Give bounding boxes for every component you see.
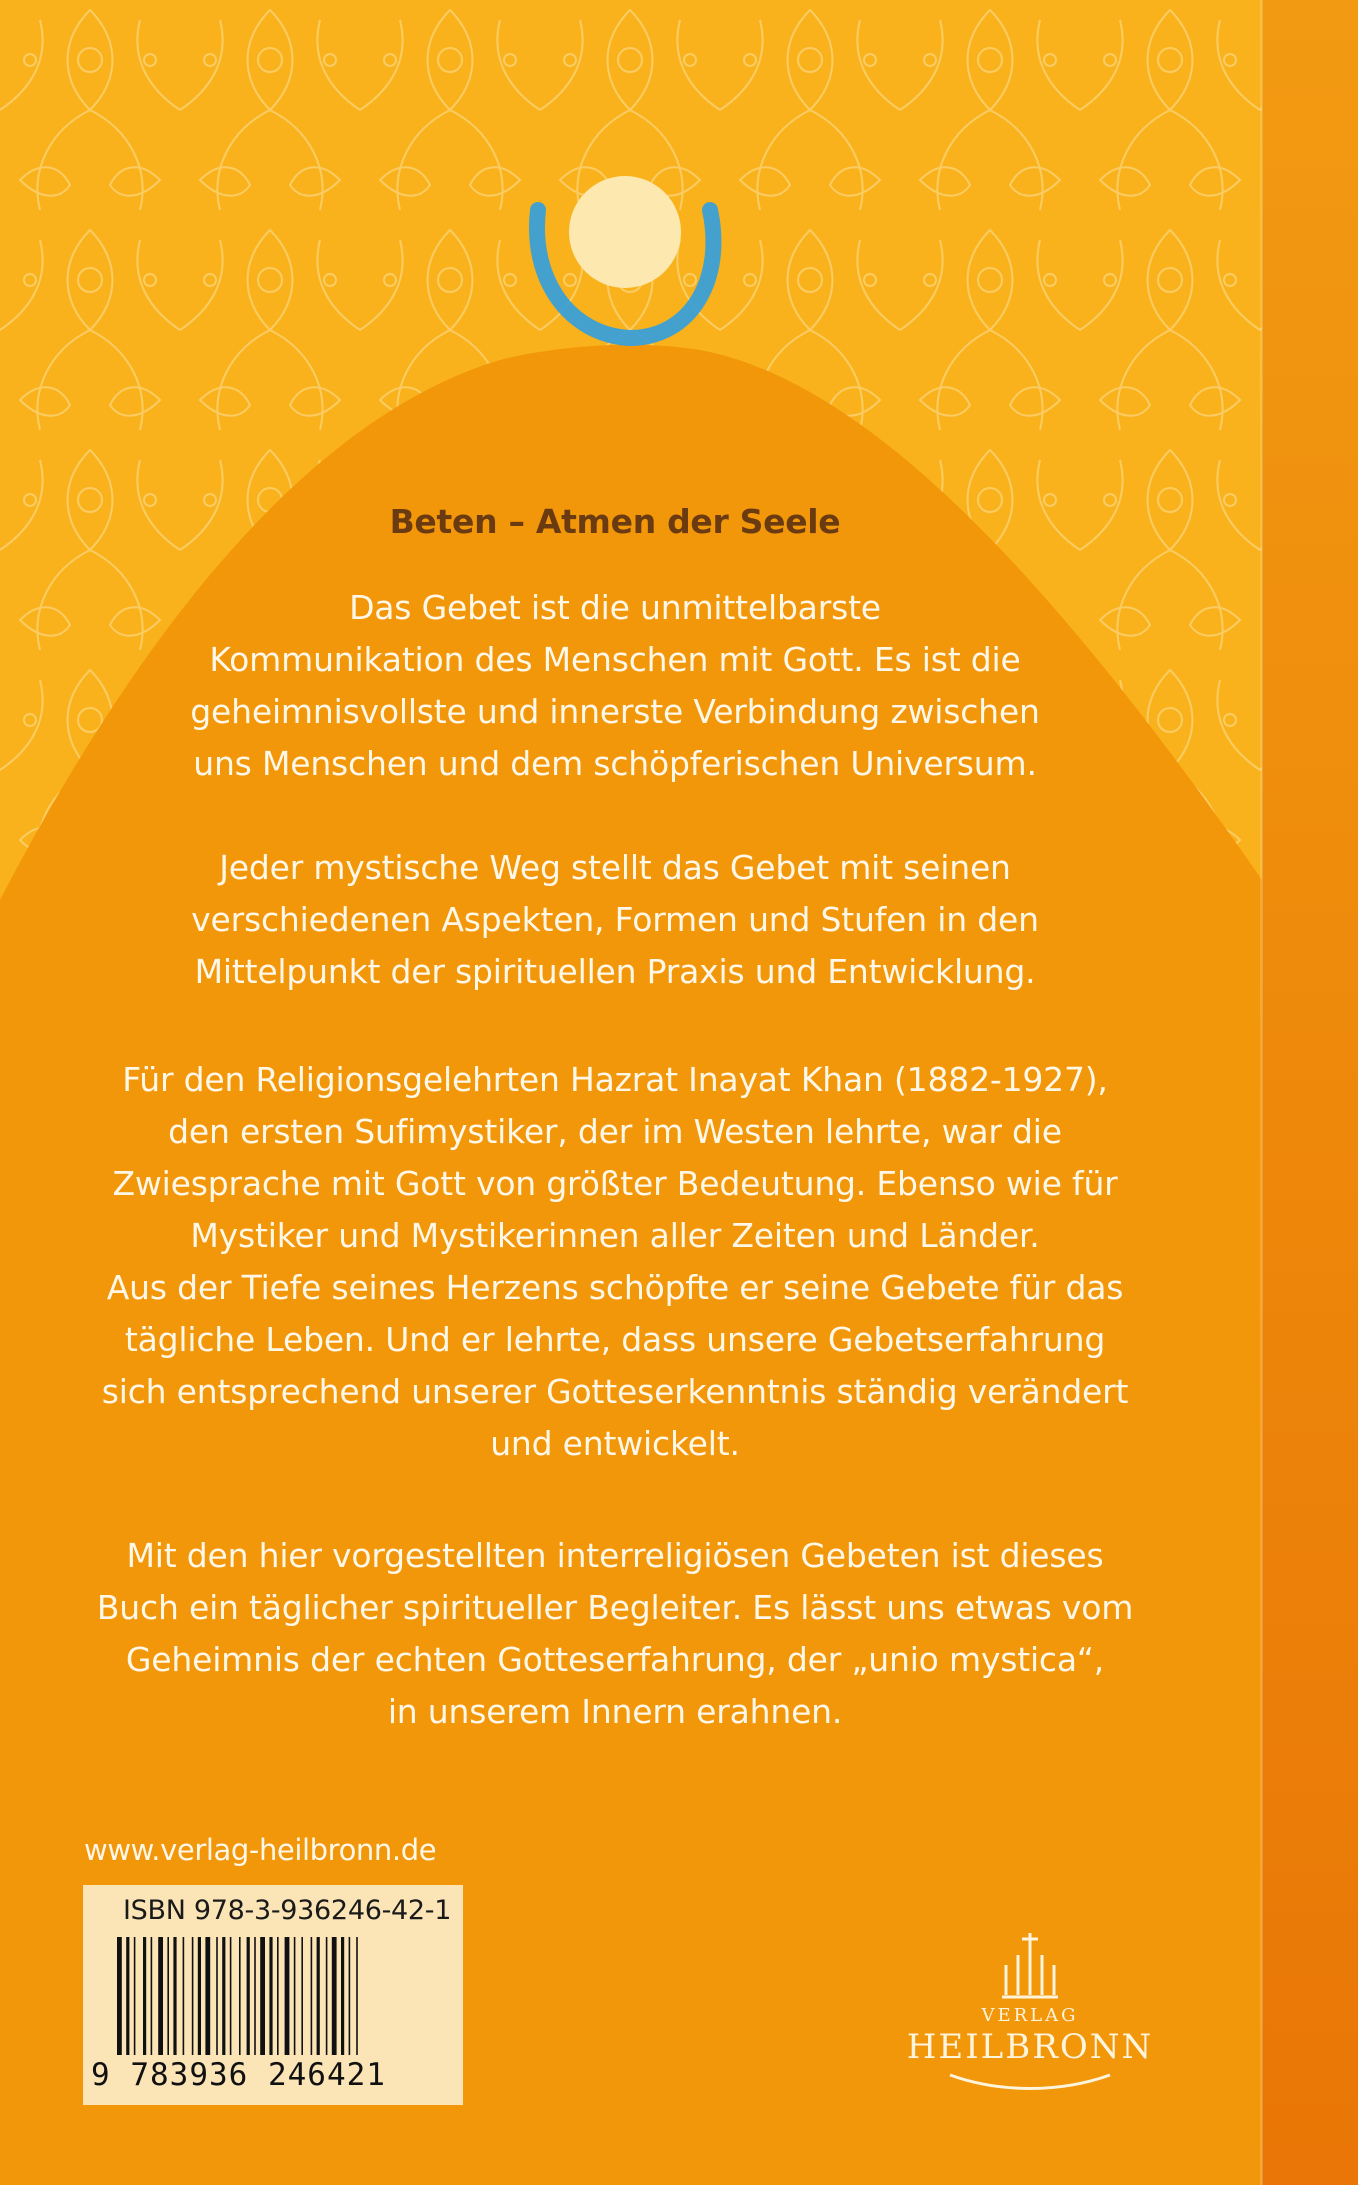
headline: Beten – Atmen der Seele: [389, 502, 841, 541]
barcode-digits: 9 783936 246421: [91, 2057, 386, 2093]
paragraph-line: geheimnisvollste und innerste Verbindung zwischen: [190, 692, 1040, 731]
paragraph-line: verschiedenen Aspekten, Formen und Stufen in den: [191, 900, 1039, 939]
paragraph-line: Aus der Tiefe seines Herzens schöpfte er seine Gebete für das: [106, 1268, 1124, 1307]
moon-ring-icon: [520, 170, 730, 360]
paragraph-line: Für den Religionsgelehrten Hazrat Inayat Khan (1882-1927),: [122, 1060, 1108, 1099]
paragraph-4: [60, 1530, 1170, 1738]
logo-heilbronn-text: HEILBRONN: [906, 2027, 1154, 2067]
paragraph-line: Jeder mystische Weg stellt das Gebet mit seinen: [219, 848, 1011, 887]
logo-verlag-text: VERLAG: [981, 2005, 1079, 2026]
publisher-logo: [880, 1925, 1180, 2095]
paragraph-line: Mittelpunkt der spirituellen Praxis und Entwicklung.: [194, 952, 1036, 991]
publisher-website: www.verlag-heilbronn.de: [84, 1833, 437, 1867]
paragraph-line: in unserem Innern erahnen.: [387, 1692, 843, 1731]
paragraph-1: [60, 582, 1170, 790]
paragraph-line: Zwiesprache mit Gott von größter Bedeutung. Ebenso wie für: [112, 1164, 1118, 1203]
isbn-barcode-panel: [83, 1885, 463, 2105]
book-spine-strip: [1262, 0, 1358, 2185]
logo-swoosh: [880, 2067, 1180, 2097]
paragraph-line: Mystiker und Mystikerinnen aller Zeiten und Länder.: [190, 1216, 1040, 1255]
spine-edge-line: [1260, 0, 1263, 2185]
paragraph-line: Geheimnis der echten Gotteserfahrung, der „unio mystica“,: [125, 1640, 1105, 1679]
isbn-number: ISBN 978-3-936246-42-1: [123, 1895, 452, 1926]
paragraph-line: und entwickelt.: [490, 1424, 740, 1463]
paragraph-line: uns Menschen und dem schöpferischen Universum.: [193, 744, 1037, 783]
paragraph-line: Kommunikation des Menschen mit Gott. Es ist die: [209, 640, 1021, 679]
paragraph-line: sich entsprechend unserer Gotteserkenntnis ständig verändert: [101, 1372, 1129, 1411]
paragraph-3: [60, 1054, 1170, 1470]
paragraph-line: Mit den hier vorgestellten interreligiösen Gebeten ist dieses: [126, 1536, 1104, 1575]
paragraph-line: den ersten Sufimystiker, der im Westen lehrte, war die: [168, 1112, 1062, 1151]
paragraph-2: [60, 842, 1170, 998]
organ-pipes-icon: [880, 1925, 1180, 2005]
paragraph-line: Das Gebet ist die unmittelbarste: [349, 588, 881, 627]
paragraph-line: Buch ein täglicher spiritueller Begleiter. Es lässt uns etwas vom: [96, 1588, 1134, 1627]
paragraph-line: tägliche Leben. Und er lehrte, dass unsere Gebetserfahrung: [124, 1320, 1106, 1359]
